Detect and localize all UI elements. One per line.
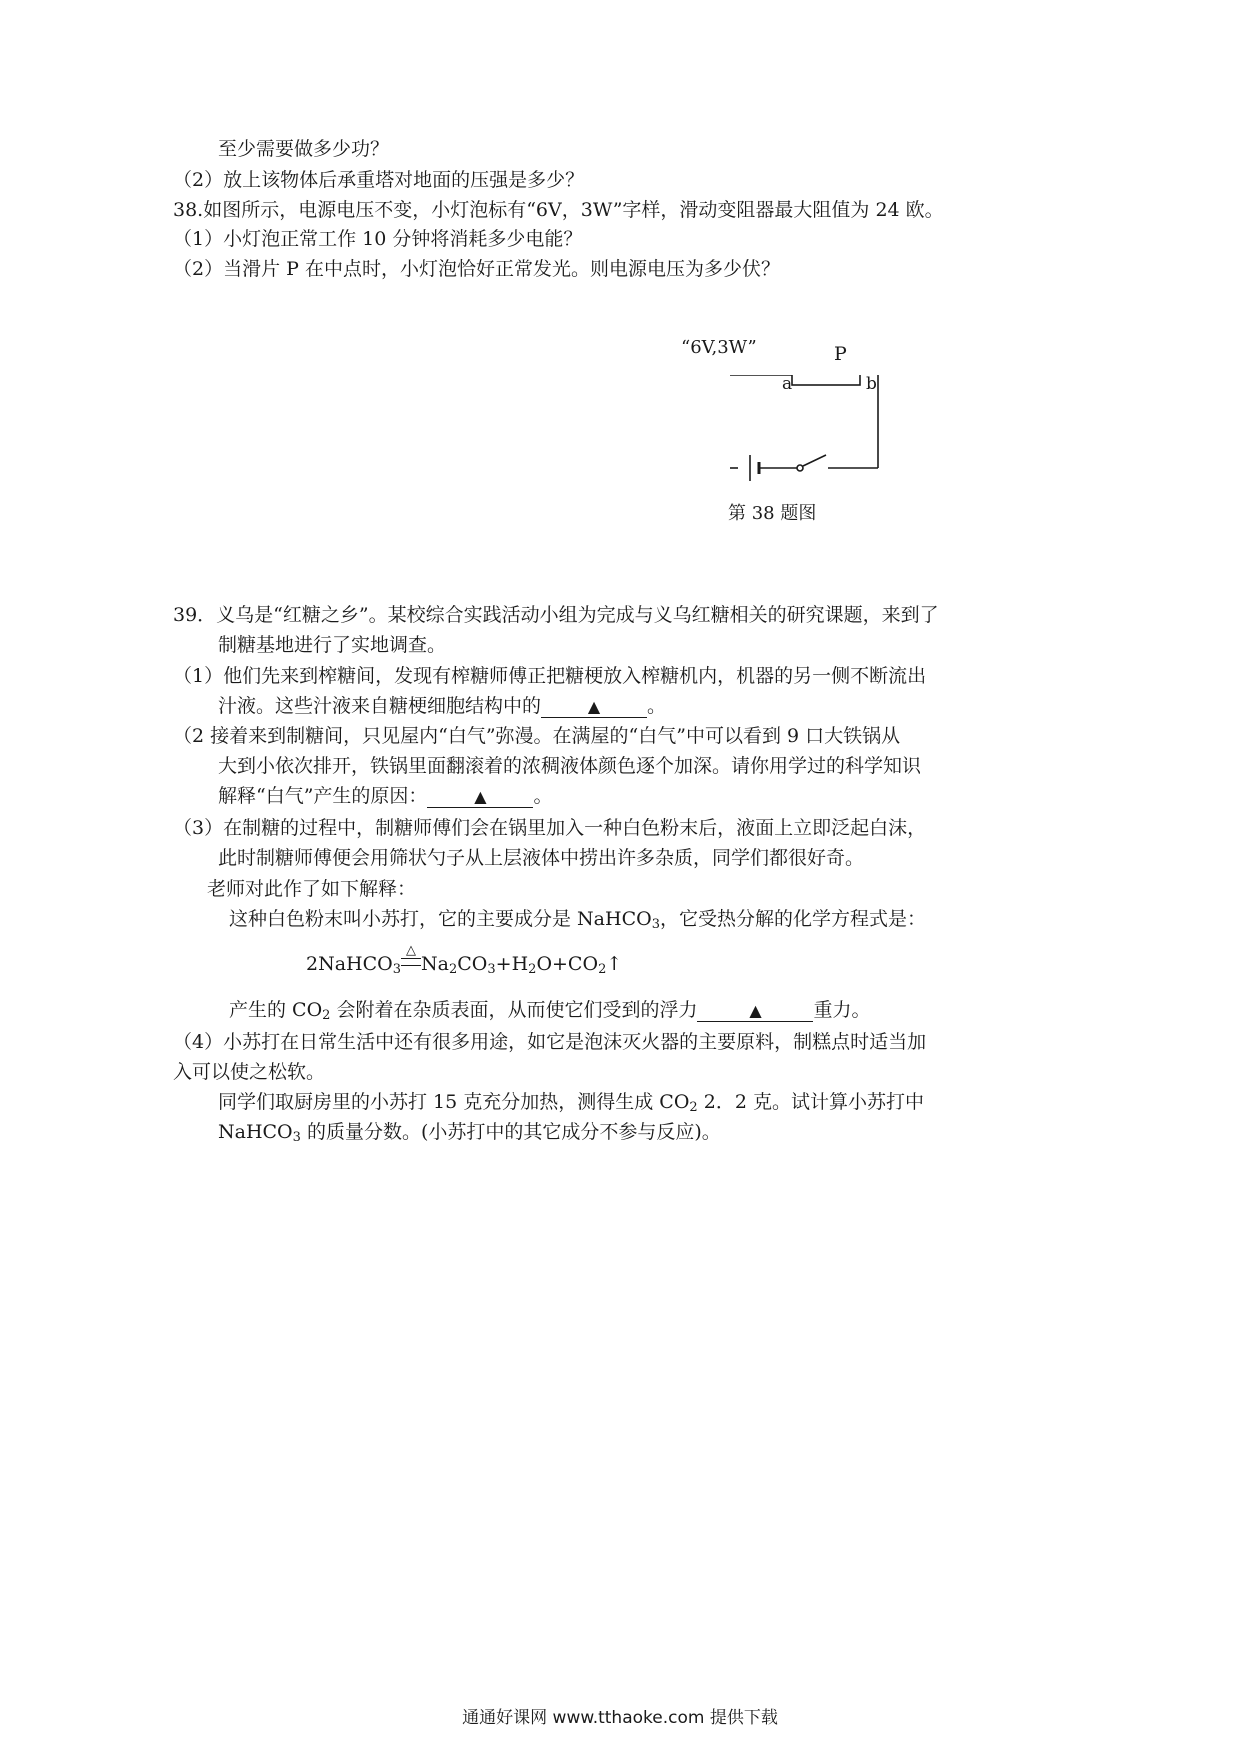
text-span: 同学们取厨房里的小苏打 15 克充分加热，测得生成 CO [218, 1091, 690, 1113]
text-line: 入可以使之松软。 [173, 1061, 326, 1083]
subscript: 2 [528, 962, 537, 977]
text-span: ，它受热分解的化学方程式是： [659, 908, 926, 930]
answer-blank [541, 696, 647, 718]
subscript: 2 [322, 1008, 331, 1023]
formula-part: +H [495, 953, 529, 975]
text-line: （1）小灯泡正常工作 10 分钟将消耗多少电能？ [173, 228, 583, 250]
text-line [229, 998, 871, 1022]
chemical-equation [306, 943, 623, 977]
rheostat-icon [792, 375, 860, 385]
blank-marker-icon: ▲ [474, 787, 487, 806]
subscript: 3 [487, 962, 496, 977]
text-line: 此时制糖师傅便会用筛状勺子从上层液体中捞出许多杂质，同学们都很好奇。 [218, 847, 865, 869]
text-span: 汁液。这些汁液来自糖梗细胞结构中的 [218, 695, 542, 717]
blank-marker-icon: ▲ [749, 1001, 762, 1020]
text-span: 会附着在杂质表面，从而使它们受到的浮力 [330, 999, 698, 1021]
text-span: 产生的 CO [229, 999, 323, 1021]
question-39: 39．义乌是“红糖之乡”。某校综合实践活动小组为完成与义乌红糖相关的研究课题，来到了 [173, 604, 939, 626]
answer-blank [427, 786, 533, 808]
formula-part: O+CO [536, 953, 599, 975]
text-line: （3）在制糖的过程中，制糖师傅们会在锅里加入一种白色粉末后，液面上立即泛起白沫， [173, 817, 927, 839]
formula-part: CO [457, 953, 488, 975]
period: 。 [533, 785, 553, 807]
text-line: （4）小苏打在日常生活中还有很多用途，如它是泡沫灭火器的主要原料，制糕点时适当加 [173, 1031, 927, 1053]
text-span: 这种白色粉末叫小苏打，它的主要成分是 NaHCO [229, 908, 652, 930]
text-line: （2）当滑片 P 在中点时，小灯泡恰好正常发光。则电源电压为多少伏？ [173, 258, 780, 280]
subscript: 2 [689, 1100, 698, 1115]
switch-icon [797, 465, 803, 471]
blank-marker-icon: ▲ [587, 697, 601, 716]
question-38: 38.如图所示，电源电压不变，小灯泡标有“6V，3W”字样，滑动变阻器最大阻值为 24 欧。 [173, 199, 944, 221]
text-line: （1）他们先来到榨糖间，发现有榨糖师傅正把糖梗放入榨糖机内，机器的另一侧不断流出 [173, 665, 927, 687]
gas-arrow-icon: ↑ [606, 953, 623, 975]
heat-icon: △ [406, 943, 417, 958]
text-line [229, 907, 926, 931]
text-line: 大到小依次排开，铁锅里面翻滚着的浓稠液体颜色逐个加深。请你用学过的科学知识 [218, 755, 922, 777]
slider-label: P [834, 343, 847, 365]
bulb-label: “6V,3W” [681, 337, 757, 358]
text-line [218, 1090, 924, 1114]
subscript: 3 [651, 917, 660, 932]
text-span: 解释“白气”产生的原因： [218, 785, 428, 807]
text-line: 老师对此作了如下解释： [207, 878, 417, 900]
terminal-b-label: b [866, 374, 877, 394]
subscript: 2 [598, 962, 607, 977]
text-span: 重力。 [813, 999, 871, 1021]
text-line: 至少需要做多少功？ [218, 138, 390, 160]
formula-part: Na [421, 953, 449, 975]
text-span: 的质量分数。(小苏打中的其它成分不参与反应)。 [300, 1121, 721, 1143]
reaction-condition [401, 943, 421, 976]
subscript: 3 [392, 962, 402, 977]
text-line [218, 1120, 721, 1144]
subscript: 3 [292, 1130, 301, 1145]
period: 。 [647, 695, 667, 717]
text-line [218, 694, 666, 718]
text-line: （2 接着来到制糖间，只见屋内“白气”弥漫。在满屋的“白气”中可以看到 9 口大铁锅从 [173, 725, 901, 747]
answer-blank [697, 1000, 813, 1022]
text-line: （2）放上该物体后承重塔对地面的压强是多少？ [173, 169, 585, 191]
formula-part: 2NaHCO [306, 953, 393, 975]
page-footer: 通通好课网 www.tthaoke.com 提供下载 [462, 1708, 778, 1728]
terminal-a-label: a [782, 374, 793, 394]
figure-caption: 第 38 题图 [728, 503, 817, 524]
text-line [218, 784, 552, 808]
text-line: 制糖基地进行了实地调查。 [218, 634, 447, 656]
text-span: 2．2 克。试计算小苏打中 [697, 1091, 924, 1113]
subscript: 2 [448, 962, 458, 977]
switch-icon [803, 455, 826, 466]
text-span: NaHCO [218, 1121, 293, 1143]
